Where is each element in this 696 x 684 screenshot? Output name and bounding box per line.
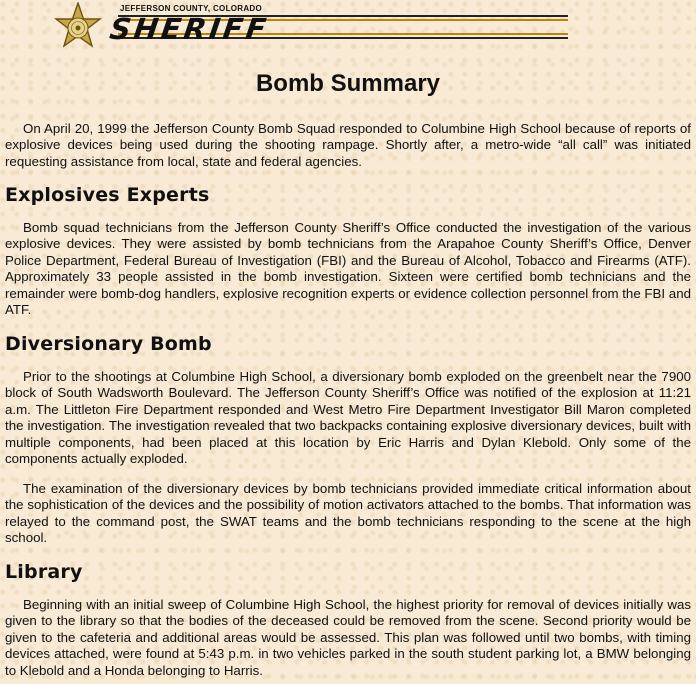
- section-heading: Diversionary Bomb: [5, 333, 212, 355]
- section-paragraph: The examination of the diversionary devices by bomb technicians provided immediate critical information about the sophistication of the devices and the possibility of motion activators attached to the bombs. That information was relayed to the command post, the SWAT teams and the bomb technicians responding to the scene at the high school.: [5, 481, 691, 546]
- section-heading: Explosives Experts: [5, 184, 210, 206]
- section-heading: Library: [5, 561, 83, 583]
- intro-paragraph: On April 20, 1999 the Jefferson County Bomb Squad responded to Columbine High School because of reports of explosive devices being used during the shooting rampage. Shortly after, a metro-wide “all call” was initiated requesting assistance from local, state and federal agencies.: [5, 121, 691, 169]
- sheriff-star-badge-icon: [52, 2, 104, 54]
- section-paragraph: Prior to the shootings at Columbine High School, a diversionary bomb exploded on the greenbelt near the 7900 block of South Wadsworth Boulevard. The Jefferson County Sheriff’s Office was notified of the explosion at 11:21 a.m. The Littleton Fire Department responded and West Metro Fire Department Investigator Bill Maron completed the investigation. The investigation revealed that two backpacks containing explosive diversionary devices, built with multiple components, had been placed at this location by Eric Harris and Dylan Klebold. Only some of the components actually exploded.: [5, 369, 691, 467]
- section-paragraph: Bomb squad technicians from the Jefferson County Sheriff’s Office conducted the investigation of the various explosive devices. They were assisted by bomb technicians from the Arapahoe County Sheriff’s Office, Denver Police Department, Federal Bureau of Investigation (FBI) and the Bureau of Alcohol, Tobacco and Firearms (ATF). Approximately 33 people assisted in the bomb investigation. Sixteen were certified bomb technicians and the remainder were bomb-dog handlers, explosive recognition experts or evidence collection personnel from the FBI and ATF.: [5, 220, 691, 318]
- sheriff-logo-text: SHERIFF: [107, 12, 272, 46]
- county-label: JEFFERSON COUNTY, COLORADO: [120, 4, 263, 13]
- section-paragraph: Beginning with an initial sweep of Columbine High School, the highest priority for removal of devices initially was given to the library so that the bodies of the deceased could be removed from the scene. Second priority would be given to the cafeteria and additional areas would be assessed. This plan was followed until two bombs, with timing devices attached, were found at 5:43 p.m. in two vehicles parked in the south student parking lot, a BMW belonging to Klebold and a Honda belonging to Harris.: [5, 597, 691, 678]
- page-header: [0, 0, 696, 52]
- page-title: Bomb Summary: [255, 70, 441, 97]
